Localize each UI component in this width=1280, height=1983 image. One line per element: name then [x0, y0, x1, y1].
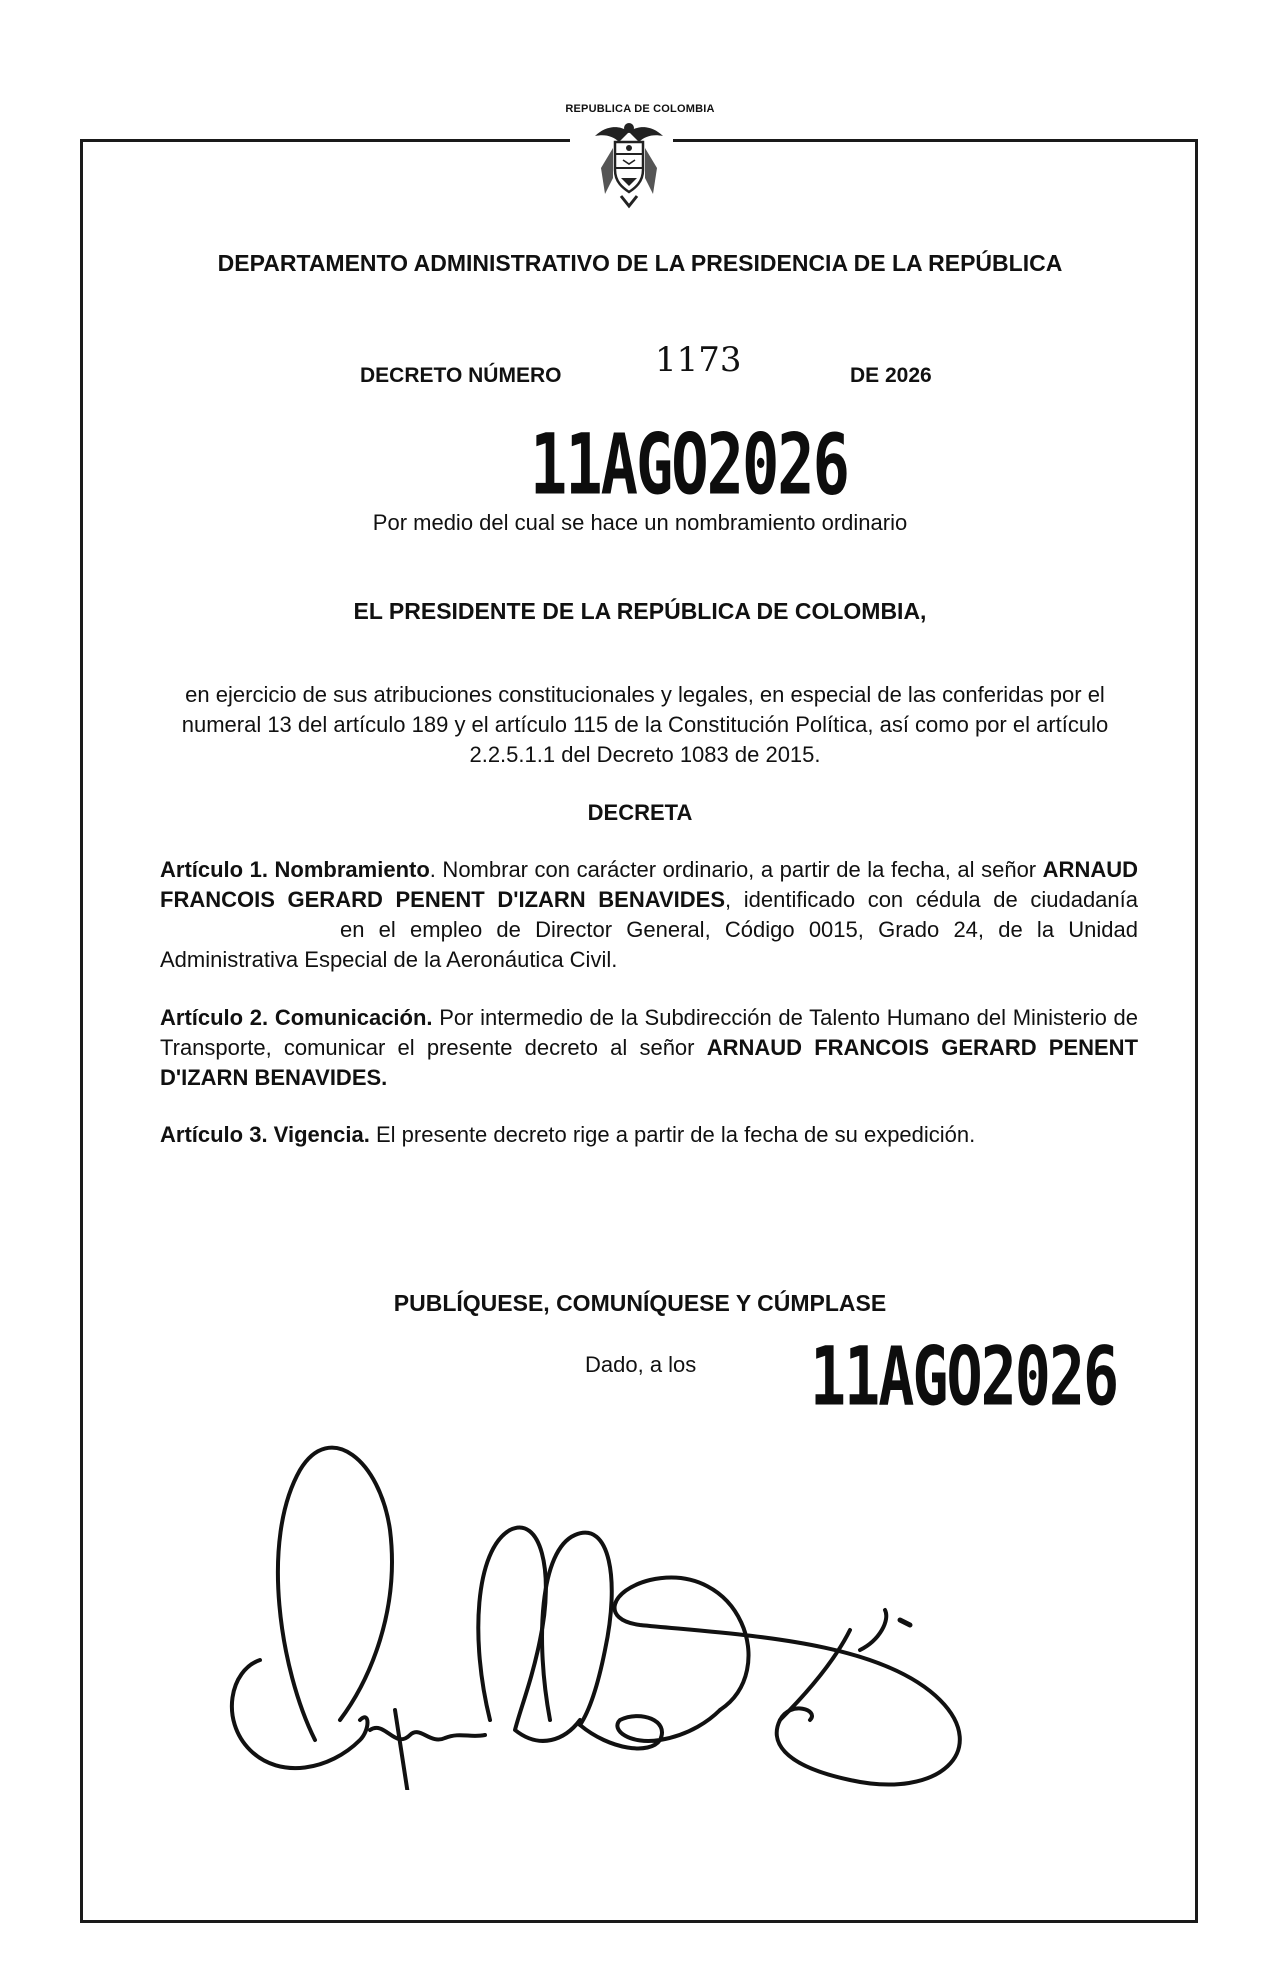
closing-formula: PUBLÍQUESE, COMUNÍQUESE Y CÚMPLASE: [393, 1290, 887, 1316]
article-2-name: ARNAUD FRANCOIS GERARD PENENT D'IZARN BENAVIDES.: [160, 1035, 1139, 1090]
article-3-text-a: El presente decreto rige a partir de la fecha de su expedición.: [369, 1122, 976, 1147]
frame-top-right: [673, 139, 1198, 142]
presidential-signature: [220, 1420, 1120, 1790]
article-2-heading: Artículo 2. Comunicación.: [160, 1005, 433, 1030]
coat-of-arms-icon: [591, 118, 667, 210]
article-1-text-c: en el empleo de Director General, Código 0015, Grado 24, de la Unidad Administrativa Especial de la Aeronáutica Civil.: [160, 917, 1138, 972]
decreta-heading: DECRETA: [587, 800, 693, 825]
decree-year: DE 2026: [850, 364, 932, 387]
date-stamp-bottom: 11AGO2026: [810, 1330, 1118, 1425]
article-3: [160, 1120, 1138, 1150]
article-1-text-a: . Nombrar con carácter ordinario, a partir de la fecha, al señor: [429, 857, 1043, 882]
date-stamp-top: 11AGO2026: [530, 415, 848, 514]
article-1-heading: Artículo 1. Nombramiento: [160, 857, 430, 882]
article-1-name: ARNAUD FRANCOIS GERARD PENENT D'IZARN BENAVIDES: [160, 857, 1138, 912]
republic-label: REPUBLICA DE COLOMBIA: [565, 103, 715, 115]
preamble: en ejercicio de sus atribuciones constitucionales y legales, en especial de las conferidas por el numeral 13 del artículo 189 y el artículo 115 de la Constitución Política, así como por el artículo 2.2.5.1.1 del Decreto 1083 de 2015.: [181, 682, 1109, 767]
decree-subject: Por medio del cual se hace un nombramiento ordinario: [372, 510, 908, 535]
decree-number-label: DECRETO NÚMERO: [360, 364, 562, 387]
article-2-text-a: Por intermedio de la Subdirección de Talento Humano del Ministerio de Transporte, comunicar el presente decreto al señor: [160, 1005, 1138, 1060]
president-heading: EL PRESIDENTE DE LA REPÚBLICA DE COLOMBIA,: [353, 598, 927, 624]
decree-number: 1173: [655, 340, 742, 380]
article-2: [160, 1003, 1138, 1093]
article-1: [160, 855, 1138, 975]
frame-top-left: [80, 139, 570, 142]
given-label: Dado, a los: [585, 1352, 697, 1377]
article-1-text-b: , identificado con cédula de ciudadanía: [725, 887, 1138, 912]
article-3-heading: Artículo 3. Vigencia.: [160, 1122, 370, 1147]
department-title: DEPARTAMENTO ADMINISTRATIVO DE LA PRESIDENCIA DE LA REPÚBLICA: [217, 250, 1063, 276]
